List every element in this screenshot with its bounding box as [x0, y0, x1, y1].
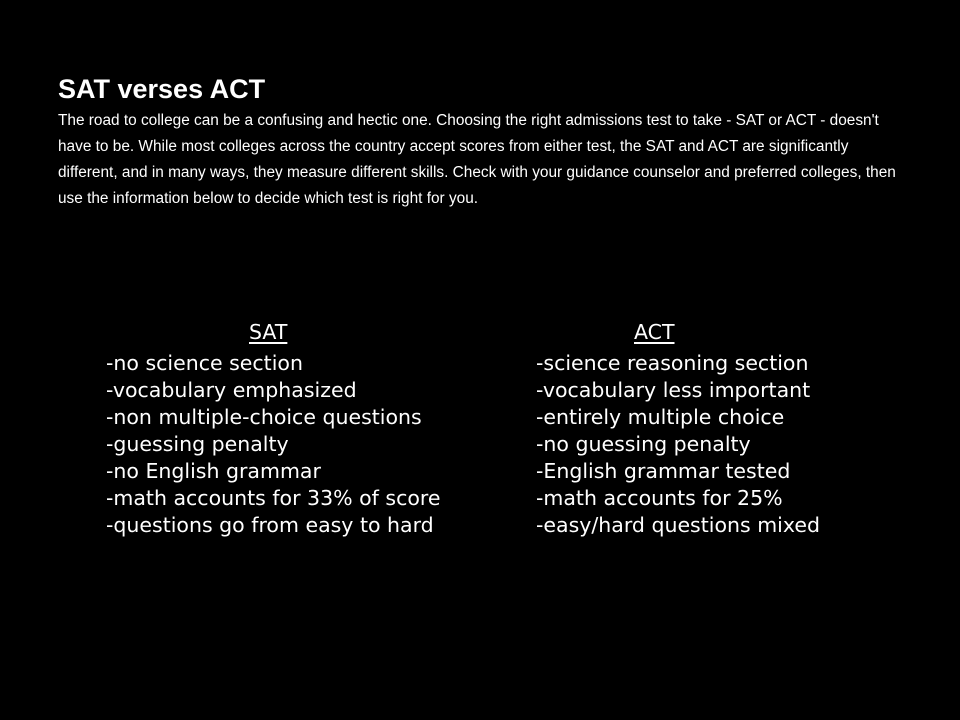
sat-feature-item: -math accounts for 33% of score — [106, 486, 441, 510]
sat-feature-item: -questions go from easy to hard — [106, 513, 434, 537]
act-feature-item: -entirely multiple choice — [536, 405, 785, 429]
sat-feature-list — [106, 350, 441, 539]
act-feature-item: -science reasoning section — [536, 351, 809, 375]
act-feature-item: -vocabulary less important — [536, 378, 811, 402]
comparison-section — [0, 319, 960, 549]
sat-feature-item: -no English grammar — [106, 459, 321, 483]
sat-column-heading: SAT — [249, 320, 288, 344]
sat-feature-item: -non multiple-choice questions — [106, 405, 422, 429]
act-feature-item: -easy/hard questions mixed — [536, 513, 820, 537]
sat-feature-item: -vocabulary emphasized — [106, 378, 357, 402]
act-feature-item: -math accounts for 25% — [536, 486, 783, 510]
intro-paragraph: The road to college can be a confusing and hectic one. Choosing the right admissions test to take - SAT or ACT - doesn't have to be. While most colleges across the country accept scores from either test, the SAT and ACT are significantly different, and in many ways, they measure different skills. Check with your guidance counselor and preferred colleges, then use the information below to decide which test is right for you. — [58, 112, 896, 207]
sat-feature-item: -no science section — [106, 351, 303, 375]
act-column-heading: ACT — [634, 320, 675, 344]
act-feature-item: -English grammar tested — [536, 459, 791, 483]
act-feature-item: -no guessing penalty — [536, 432, 751, 456]
slide-title: SAT verses ACT — [58, 74, 266, 104]
sat-feature-item: -guessing penalty — [106, 432, 289, 456]
act-feature-list — [536, 350, 820, 539]
